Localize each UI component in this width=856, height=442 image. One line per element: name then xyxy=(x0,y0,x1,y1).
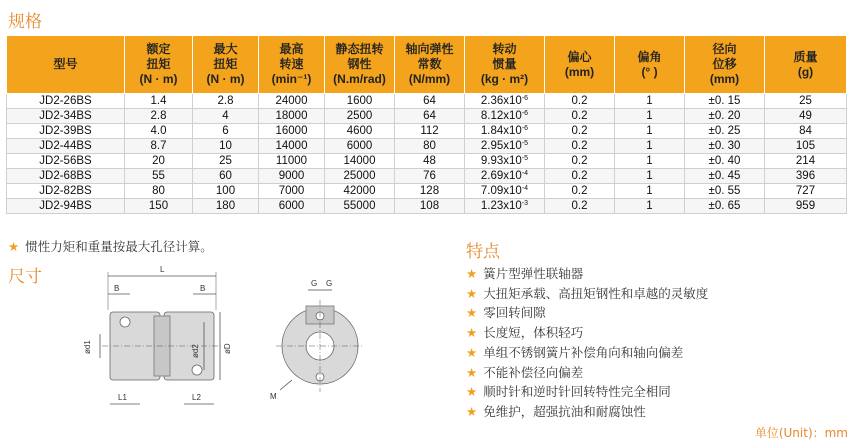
cell-max-torque: 180 xyxy=(193,199,259,214)
cell-rated-torque: 80 xyxy=(125,184,193,199)
label-G-left: G xyxy=(311,279,318,288)
label-d1: ød1 xyxy=(83,340,92,354)
inertia-exponent: -6 xyxy=(521,124,529,132)
cell-max-speed: 18000 xyxy=(259,109,325,124)
feature-text: 顺时针和逆时针回转特性完全相同 xyxy=(483,384,671,400)
star-icon: ★ xyxy=(8,239,20,254)
inertia-base: 1.84x10 xyxy=(480,124,522,137)
cell-max-torque: 60 xyxy=(193,169,259,184)
spec-section-title: 规格 xyxy=(8,12,42,32)
label-B-left: B xyxy=(114,284,120,293)
inertia-exponent: -4 xyxy=(521,169,529,177)
column-header-line: (N.m/rad) xyxy=(333,72,386,86)
cell-axial-const: 64 xyxy=(395,94,465,109)
cell-axial-const: 108 xyxy=(395,199,465,214)
cell-max-torque: 100 xyxy=(193,184,259,199)
cell-angle: 1 xyxy=(615,154,685,169)
inertia-base: 7.09x10 xyxy=(480,184,522,197)
table-row xyxy=(7,139,847,154)
feature-text: 单组不锈钢簧片补偿角向和轴向偏差 xyxy=(483,344,684,360)
inertia-note xyxy=(8,237,213,255)
column-header-line: (° ) xyxy=(641,64,658,79)
cell-max-torque: 4 xyxy=(193,109,259,124)
cell-model: JD2-26BS xyxy=(7,94,125,109)
cell-model: JD2-34BS xyxy=(7,109,125,124)
cell-angle: 1 xyxy=(615,124,685,139)
cell-max-speed: 6000 xyxy=(259,199,325,214)
table-row xyxy=(7,124,847,139)
star-icon: ★ xyxy=(466,384,478,400)
leader-M xyxy=(280,380,292,390)
cell-stiffness: 2500 xyxy=(325,109,395,124)
feature-item xyxy=(466,363,708,383)
table-row xyxy=(7,169,847,184)
label-L: L xyxy=(160,265,165,274)
cell-stiffness: 14000 xyxy=(325,154,395,169)
label-M: M xyxy=(270,392,277,401)
column-header-line: 转速 xyxy=(279,57,304,71)
table-header-row xyxy=(7,36,847,94)
column-header-line: 轴向弹性 xyxy=(405,42,454,56)
cell-max-speed: 11000 xyxy=(259,154,325,169)
column-header-line: 常数 xyxy=(417,57,442,71)
column-header-line: 惯量 xyxy=(492,57,517,71)
inertia-base: 8.12x10 xyxy=(480,109,522,122)
column-header-line: (min⁻¹) xyxy=(271,72,312,86)
inertia-base: 9.93x10 xyxy=(480,154,522,167)
label-G-right: G xyxy=(326,279,333,288)
unit-label: 单位(Unit)：mm xyxy=(754,426,848,440)
feature-text: 长度短，体积轻巧 xyxy=(483,325,584,341)
column-header xyxy=(685,36,765,94)
cell-eccentric: 0.2 xyxy=(545,139,615,154)
cell-inertia xyxy=(465,124,545,139)
spec-table xyxy=(6,35,847,214)
clamp-screw-left xyxy=(120,317,130,327)
features-section-title: 特点 xyxy=(466,242,500,262)
inertia-exponent: -3 xyxy=(521,199,529,207)
cell-radial: ±0. 40 xyxy=(685,154,765,169)
column-header-line: (N · m) xyxy=(139,72,178,86)
feature-text: 簧片型弹性联轴器 xyxy=(483,266,584,281)
feature-item xyxy=(466,343,708,363)
cell-eccentric: 0.2 xyxy=(545,184,615,199)
inertia-base: 1.23x10 xyxy=(480,199,522,212)
cell-eccentric: 0.2 xyxy=(545,154,615,169)
inertia-exponent: -5 xyxy=(521,139,529,147)
cell-rated-torque: 55 xyxy=(125,169,193,184)
cell-model: JD2-44BS xyxy=(7,139,125,154)
feature-text: 大扭矩承载、高扭矩钢性和卓越的灵敏度 xyxy=(483,285,709,301)
cell-angle: 1 xyxy=(615,169,685,184)
table-row xyxy=(7,184,847,199)
cell-radial: ±0. 30 xyxy=(685,139,765,154)
cell-rated-torque: 20 xyxy=(125,154,193,169)
inertia-base: 2.95x10 xyxy=(480,139,522,152)
cell-inertia xyxy=(465,184,545,199)
cell-radial: ±0. 65 xyxy=(685,199,765,214)
cell-axial-const: 128 xyxy=(395,184,465,199)
inertia-exponent: -5 xyxy=(521,154,529,162)
cell-stiffness: 4600 xyxy=(325,124,395,139)
cell-mass: 727 xyxy=(765,184,847,199)
label-B-right: B xyxy=(200,284,206,293)
cell-mass: 49 xyxy=(765,109,847,124)
feature-item xyxy=(466,402,708,422)
cell-model: JD2-94BS xyxy=(7,199,125,214)
column-header-line: (N/mm) xyxy=(408,72,451,86)
feature-text: 免维护，超强抗油和耐腐蚀性 xyxy=(483,403,646,419)
column-header-line: 偏心 xyxy=(567,49,592,64)
cell-inertia xyxy=(465,109,545,124)
cell-rated-torque: 150 xyxy=(125,199,193,214)
column-header xyxy=(125,36,193,94)
cell-mass: 396 xyxy=(765,169,847,184)
cell-angle: 1 xyxy=(615,139,685,154)
cell-radial: ±0. 15 xyxy=(685,94,765,109)
cell-max-speed: 7000 xyxy=(259,184,325,199)
feature-item xyxy=(466,284,708,304)
cell-mass: 214 xyxy=(765,154,847,169)
column-header-line: 静态扭转 xyxy=(335,42,384,56)
column-header xyxy=(615,36,685,94)
cell-rated-torque: 4.0 xyxy=(125,124,193,139)
column-header-line: (N · m) xyxy=(206,72,245,86)
column-header-line: (g) xyxy=(797,64,814,79)
cell-radial: ±0. 20 xyxy=(685,109,765,124)
feature-text: 不能补偿径向偏差 xyxy=(483,364,584,380)
cell-angle: 1 xyxy=(615,184,685,199)
column-header xyxy=(545,36,615,94)
cell-max-torque: 10 xyxy=(193,139,259,154)
cell-eccentric: 0.2 xyxy=(545,94,615,109)
column-header-line: 偏角 xyxy=(637,49,662,64)
table-row xyxy=(7,154,847,169)
cell-mass: 959 xyxy=(765,199,847,214)
cell-eccentric: 0.2 xyxy=(545,109,615,124)
column-header-line: 最大 xyxy=(213,42,238,56)
cell-stiffness: 55000 xyxy=(325,199,395,214)
column-header xyxy=(765,36,847,94)
star-icon: ★ xyxy=(466,285,478,301)
star-icon: ★ xyxy=(466,305,478,321)
cell-stiffness: 6000 xyxy=(325,139,395,154)
cell-model: JD2-82BS xyxy=(7,184,125,199)
table-row xyxy=(7,199,847,214)
cell-max-speed: 14000 xyxy=(259,139,325,154)
cell-radial: ±0. 25 xyxy=(685,124,765,139)
cell-inertia xyxy=(465,199,545,214)
star-icon: ★ xyxy=(466,364,478,380)
cell-stiffness: 1600 xyxy=(325,94,395,109)
cell-model: JD2-39BS xyxy=(7,124,125,139)
column-header-line: 扭矩 xyxy=(213,57,238,71)
cell-mass: 84 xyxy=(765,124,847,139)
column-header-line: 额定 xyxy=(146,42,171,56)
cell-rated-torque: 8.7 xyxy=(125,139,193,154)
column-header xyxy=(395,36,465,94)
cell-mass: 105 xyxy=(765,139,847,154)
dimensions-section-title: 尺寸 xyxy=(8,267,42,287)
star-icon: ★ xyxy=(466,344,478,360)
cell-mass: 25 xyxy=(765,94,847,109)
cell-eccentric: 0.2 xyxy=(545,169,615,184)
label-L2: L2 xyxy=(192,393,201,402)
column-header xyxy=(7,36,125,94)
cell-radial: ±0. 55 xyxy=(685,184,765,199)
note-text: 惯性力矩和重量按最大孔径计算。 xyxy=(25,239,213,254)
cell-axial-const: 48 xyxy=(395,154,465,169)
cell-axial-const: 76 xyxy=(395,169,465,184)
cell-eccentric: 0.2 xyxy=(545,199,615,214)
feature-item xyxy=(466,264,708,284)
cell-model: JD2-68BS xyxy=(7,169,125,184)
column-header xyxy=(259,36,325,94)
inertia-exponent: -4 xyxy=(521,184,529,192)
cell-max-speed: 16000 xyxy=(259,124,325,139)
cell-axial-const: 64 xyxy=(395,109,465,124)
column-header-line: 型号 xyxy=(53,57,78,71)
column-header-line: 质量 xyxy=(793,49,818,64)
column-header xyxy=(325,36,395,94)
cell-model: JD2-56BS xyxy=(7,154,125,169)
clamp-screw-right xyxy=(192,365,202,375)
cell-angle: 1 xyxy=(615,94,685,109)
cell-angle: 1 xyxy=(615,199,685,214)
cell-rated-torque: 1.4 xyxy=(125,94,193,109)
cell-inertia xyxy=(465,169,545,184)
column-header-line: (mm) xyxy=(564,64,595,79)
cell-axial-const: 112 xyxy=(395,124,465,139)
inertia-base: 2.69x10 xyxy=(480,169,522,182)
cell-stiffness: 42000 xyxy=(325,184,395,199)
feature-item xyxy=(466,382,708,402)
table-body xyxy=(7,94,847,214)
cell-max-speed: 24000 xyxy=(259,94,325,109)
cell-axial-const: 80 xyxy=(395,139,465,154)
label-d2: ød2 xyxy=(191,344,200,358)
cell-rated-torque: 2.8 xyxy=(125,109,193,124)
star-icon: ★ xyxy=(466,325,478,341)
table-row xyxy=(7,109,847,124)
column-header-line: 径向 xyxy=(712,42,737,56)
cell-angle: 1 xyxy=(615,109,685,124)
cell-stiffness: 25000 xyxy=(325,169,395,184)
star-icon: ★ xyxy=(466,403,478,419)
cell-eccentric: 0.2 xyxy=(545,124,615,139)
cell-max-speed: 9000 xyxy=(259,169,325,184)
star-icon: ★ xyxy=(466,266,478,281)
table-row xyxy=(7,94,847,109)
column-header xyxy=(465,36,545,94)
cell-max-torque: 2.8 xyxy=(193,94,259,109)
column-header-line: 最高 xyxy=(279,42,304,56)
column-header-line: 扭矩 xyxy=(146,57,171,71)
cell-max-torque: 6 xyxy=(193,124,259,139)
feature-item xyxy=(466,303,708,323)
feature-item xyxy=(466,323,708,343)
front-view xyxy=(276,290,364,392)
features-list xyxy=(466,264,708,422)
cell-inertia xyxy=(465,139,545,154)
cell-radial: ±0. 45 xyxy=(685,169,765,184)
coupling-dimension-drawing xyxy=(80,262,380,417)
inertia-base: 2.36x10 xyxy=(480,94,522,107)
cell-inertia xyxy=(465,154,545,169)
column-header-line: 转动 xyxy=(492,42,517,56)
column-header-line: (kg · m²) xyxy=(480,72,529,86)
inertia-exponent: -6 xyxy=(521,109,529,117)
label-D: øD xyxy=(223,343,232,354)
label-L1: L1 xyxy=(118,393,127,402)
column-header-line: 位移 xyxy=(712,57,737,71)
feature-text: 零回转间隙 xyxy=(483,305,546,321)
column-header xyxy=(193,36,259,94)
inertia-exponent: -6 xyxy=(521,94,529,102)
cell-inertia xyxy=(465,94,545,109)
column-header-line: 钢性 xyxy=(347,57,372,71)
cell-max-torque: 25 xyxy=(193,154,259,169)
column-header-line: (mm) xyxy=(709,72,740,86)
